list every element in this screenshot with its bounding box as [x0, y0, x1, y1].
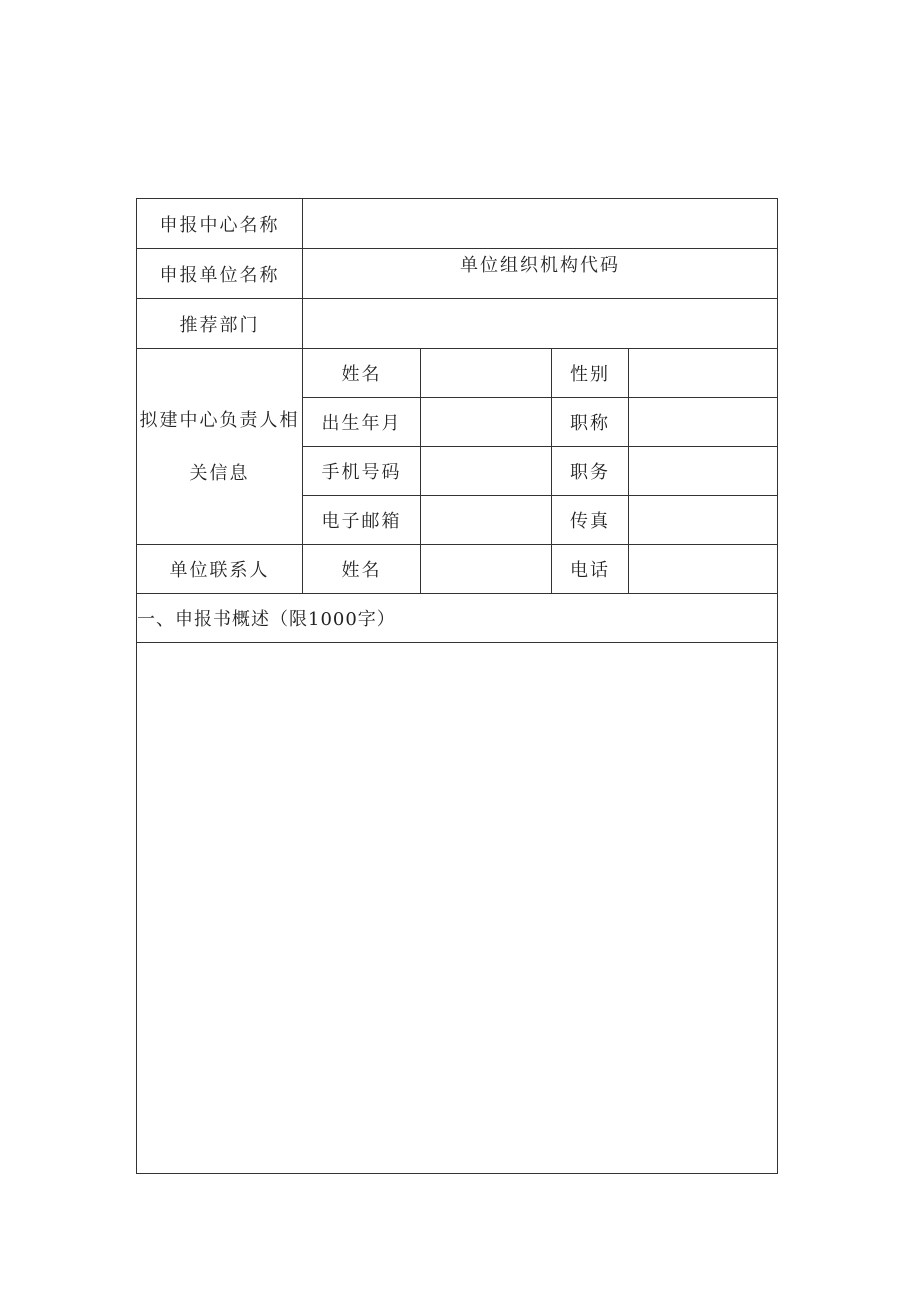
center-name-label: 申报中心名称 [159, 214, 280, 236]
director-email-label: 电子邮箱 [321, 511, 402, 532]
director-birth-label: 出生年月 [321, 413, 402, 434]
director-name-field[interactable] [421, 349, 551, 397]
contact-phone-label: 电话 [570, 560, 610, 581]
org-code-label: 单位组织机构代码 [460, 255, 620, 276]
director-info-label-line2: 关信息 [189, 462, 250, 484]
director-title-label: 职称 [570, 413, 610, 434]
director-info-label [137, 349, 302, 544]
unit-contact-label: 单位联系人 [169, 560, 270, 581]
director-birth-field[interactable] [421, 398, 551, 446]
unit-name-field[interactable] [303, 279, 777, 298]
recommend-dept-label: 推荐部门 [179, 314, 260, 336]
overview-text-area[interactable] [137, 643, 777, 1173]
director-fax-field[interactable] [629, 496, 777, 544]
overview-heading: 一、申报书概述（限1000字） [137, 609, 396, 630]
director-name-label: 姓名 [341, 364, 382, 385]
contact-name-field[interactable] [421, 545, 551, 593]
director-mobile-label: 手机号码 [321, 462, 402, 483]
director-fax-label: 传真 [570, 511, 610, 532]
director-mobile-field[interactable] [421, 447, 551, 495]
recommend-dept-field[interactable] [303, 299, 777, 348]
director-gender-field[interactable] [629, 349, 777, 397]
application-form-table [136, 198, 778, 1174]
director-position-label: 职务 [570, 462, 610, 483]
center-name-field[interactable] [303, 199, 777, 248]
director-title-field[interactable] [629, 398, 777, 446]
director-info-label-line1: 拟建中心负责人相 [139, 409, 300, 431]
contact-name-label: 姓名 [341, 560, 382, 581]
director-email-field[interactable] [421, 496, 551, 544]
unit-name-label: 申报单位名称 [159, 264, 280, 286]
contact-phone-field[interactable] [629, 545, 777, 593]
director-position-field[interactable] [629, 447, 777, 495]
director-gender-label: 性别 [570, 364, 610, 385]
